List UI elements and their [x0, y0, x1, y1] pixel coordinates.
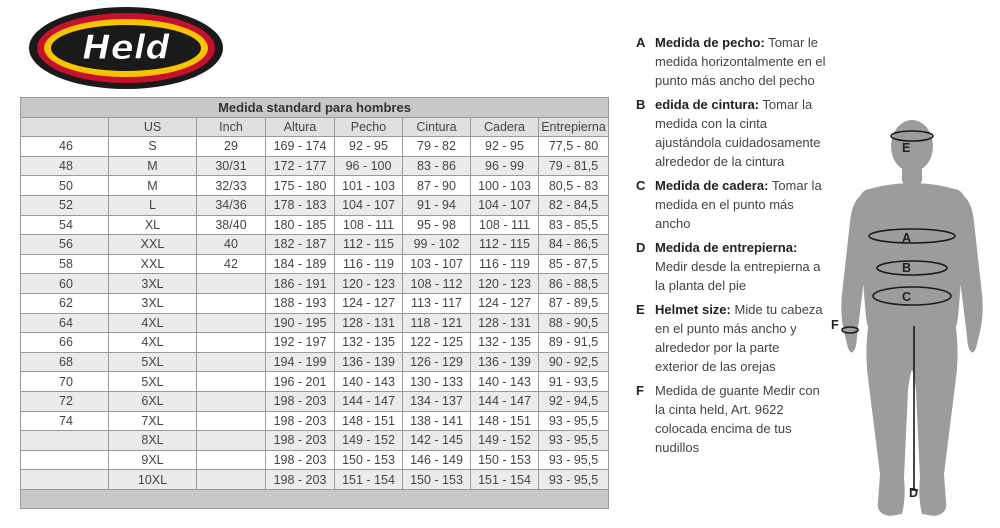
table-cell: 132 - 135	[471, 333, 539, 353]
table-cell: 83 - 85,5	[539, 215, 609, 235]
instruction-item	[636, 176, 826, 233]
table-cell: 62	[21, 293, 109, 313]
instruction-text: Tomar la medida con la cinta ajustándola cuidadosamente alrededor de la cintura	[655, 97, 821, 169]
instruction-body	[655, 238, 826, 295]
table-cell: 151 - 154	[335, 470, 403, 490]
table-title: Medida standard para hombres	[21, 98, 609, 118]
table-cell: 5XL	[109, 352, 197, 372]
table-cell: 198 - 203	[266, 431, 335, 451]
table-cell: 132 - 135	[335, 333, 403, 353]
instruction-text: Mide tu cabeza en el punto más ancho y alrededor por la parte exterior de las orejas	[655, 302, 823, 374]
table-cell: 124 - 127	[471, 293, 539, 313]
instruction-text: Tomar le medida horizontalmente en el punto más ancho del pecho	[655, 35, 826, 88]
table-cell: 40	[197, 235, 266, 255]
table-cell: 4XL	[109, 313, 197, 333]
table-cell: 140 - 143	[335, 372, 403, 392]
table-cell: 91 - 93,5	[539, 372, 609, 392]
table-row	[21, 137, 609, 157]
table-cell: 124 - 127	[335, 293, 403, 313]
table-cell	[197, 333, 266, 353]
table-cell: 100 - 103	[471, 176, 539, 196]
table-cell: M	[109, 176, 197, 196]
instruction-text: Medir desde la entrepierna a la planta del pie	[655, 259, 821, 293]
table-cell: 108 - 112	[403, 274, 471, 294]
table-row	[21, 254, 609, 274]
instruction-heading: Medida de pecho:	[655, 35, 765, 50]
instruction-item	[636, 95, 826, 171]
table-cell: 84 - 86,5	[539, 235, 609, 255]
table-cell: 113 - 117	[403, 293, 471, 313]
table-cell: 42	[197, 254, 266, 274]
table-cell: 92 - 95	[471, 137, 539, 157]
table-cell: 92 - 94,5	[539, 391, 609, 411]
table-cell: 101 - 103	[335, 176, 403, 196]
instruction-body	[655, 381, 826, 457]
table-cell	[197, 352, 266, 372]
table-cell: 8XL	[109, 431, 197, 451]
table-cell: 46	[21, 137, 109, 157]
column-header: Inch	[197, 117, 266, 137]
logo-text: Held	[82, 28, 170, 68]
table-cell: 130 - 133	[403, 372, 471, 392]
table-cell: 74	[21, 411, 109, 431]
table-cell: 103 - 107	[403, 254, 471, 274]
table-cell: 66	[21, 333, 109, 353]
table-cell: 116 - 119	[335, 254, 403, 274]
table-cell: 89 - 91,5	[539, 333, 609, 353]
table-cell: 90 - 92,5	[539, 352, 609, 372]
table-cell: 60	[21, 274, 109, 294]
table-cell: 3XL	[109, 274, 197, 294]
column-header: Cadera	[471, 117, 539, 137]
table-cell: 72	[21, 391, 109, 411]
table-cell: 128 - 131	[335, 313, 403, 333]
table-cell: 30/31	[197, 156, 266, 176]
table-cell: 96 - 100	[335, 156, 403, 176]
table-cell: 182 - 187	[266, 235, 335, 255]
table-cell	[197, 411, 266, 431]
table-row	[21, 411, 609, 431]
size-chart-table	[20, 97, 609, 509]
table-cell: 108 - 111	[335, 215, 403, 235]
table-cell: 136 - 139	[471, 352, 539, 372]
table-cell: 87 - 89,5	[539, 293, 609, 313]
table-cell: 50	[21, 176, 109, 196]
table-footer-row	[21, 489, 609, 508]
table-cell: 52	[21, 195, 109, 215]
table-cell: 86 - 88,5	[539, 274, 609, 294]
table-header-row	[21, 117, 609, 137]
table-row	[21, 195, 609, 215]
table-cell: XXL	[109, 235, 197, 255]
table-cell: 64	[21, 313, 109, 333]
instruction-letter: E	[636, 302, 645, 317]
table-cell: 184 - 189	[266, 254, 335, 274]
table-cell: 142 - 145	[403, 431, 471, 451]
table-cell	[197, 293, 266, 313]
table-cell: 116 - 119	[471, 254, 539, 274]
table-cell: 128 - 131	[471, 313, 539, 333]
table-cell: 104 - 107	[335, 195, 403, 215]
table-cell: 85 - 87,5	[539, 254, 609, 274]
table-cell: 70	[21, 372, 109, 392]
table-cell: 68	[21, 352, 109, 372]
table-cell: 126 - 129	[403, 352, 471, 372]
table-cell: 146 - 149	[403, 450, 471, 470]
instruction-text: Medida de guante Medir con la cinta held, Art. 9622 colocada encima de tus nudillos	[655, 383, 820, 455]
instruction-heading: Helmet size:	[655, 302, 731, 317]
instruction-letter: B	[636, 97, 646, 112]
table-row	[21, 156, 609, 176]
table-cell: 148 - 151	[335, 411, 403, 431]
measurement-instructions	[636, 33, 826, 462]
table-cell	[21, 450, 109, 470]
table-cell: 175 - 180	[266, 176, 335, 196]
table-cell: 4XL	[109, 333, 197, 353]
figure-label-e: E	[902, 141, 911, 155]
table-cell: 104 - 107	[471, 195, 539, 215]
table-row	[21, 274, 609, 294]
column-header: Pecho	[335, 117, 403, 137]
table-row	[21, 470, 609, 490]
instruction-letter: F	[636, 383, 644, 398]
table-cell: 92 - 95	[335, 137, 403, 157]
instruction-body	[655, 33, 826, 90]
table-cell: 149 - 152	[335, 431, 403, 451]
table-cell: 5XL	[109, 372, 197, 392]
table-cell: 34/36	[197, 195, 266, 215]
column-header: Altura	[266, 117, 335, 137]
table-cell	[21, 470, 109, 490]
table-cell: 29	[197, 137, 266, 157]
instruction-body	[655, 176, 826, 233]
figure-label-d: D	[909, 486, 919, 500]
table-cell: 122 - 125	[403, 333, 471, 353]
instruction-body	[655, 95, 826, 171]
table-cell	[197, 391, 266, 411]
table-cell: 148 - 151	[471, 411, 539, 431]
table-cell: 82 - 84,5	[539, 195, 609, 215]
table-cell: 118 - 121	[403, 313, 471, 333]
table-row	[21, 215, 609, 235]
instruction-letter: A	[636, 35, 646, 50]
table-cell: 180 - 185	[266, 215, 335, 235]
table-cell: 99 - 102	[403, 235, 471, 255]
table-row	[21, 235, 609, 255]
table-cell: 198 - 203	[266, 470, 335, 490]
table-cell: 120 - 123	[335, 274, 403, 294]
table-cell: 178 - 183	[266, 195, 335, 215]
table-cell	[197, 431, 266, 451]
table-cell: 108 - 111	[471, 215, 539, 235]
table-cell	[197, 450, 266, 470]
table-cell	[197, 372, 266, 392]
table-cell: 144 - 147	[335, 391, 403, 411]
table-cell: 196 - 201	[266, 372, 335, 392]
instruction-item	[636, 33, 826, 90]
body-silhouette	[841, 120, 982, 516]
body-figure	[826, 118, 996, 522]
table-cell: 190 - 195	[266, 313, 335, 333]
table-cell: 140 - 143	[471, 372, 539, 392]
table-cell: 192 - 197	[266, 333, 335, 353]
table-cell	[197, 470, 266, 490]
table-cell: 134 - 137	[403, 391, 471, 411]
table-cell: 54	[21, 215, 109, 235]
table-row	[21, 313, 609, 333]
table-cell: 10XL	[109, 470, 197, 490]
table-cell: 93 - 95,5	[539, 411, 609, 431]
table-cell: 93 - 95,5	[539, 450, 609, 470]
table-cell: 198 - 203	[266, 391, 335, 411]
figure-label-c: C	[902, 290, 912, 304]
table-row	[21, 391, 609, 411]
table-cell: 7XL	[109, 411, 197, 431]
table-row	[21, 352, 609, 372]
table-cell: 186 - 191	[266, 274, 335, 294]
table-cell: 88 - 90,5	[539, 313, 609, 333]
instruction-heading: Medida de cadera:	[655, 178, 769, 193]
table-body	[21, 137, 609, 490]
instruction-text: Tomar la medida en el punto más ancho	[655, 178, 822, 231]
table-row	[21, 176, 609, 196]
instruction-letter: C	[636, 178, 646, 193]
column-header: Cintura	[403, 117, 471, 137]
instruction-heading: edida de cintura:	[655, 97, 760, 112]
table-cell: 83 - 86	[403, 156, 471, 176]
table-cell: L	[109, 195, 197, 215]
table-cell: 80,5 - 83	[539, 176, 609, 196]
table-cell: 150 - 153	[403, 470, 471, 490]
figure-label-f: F	[831, 318, 839, 332]
table-cell: 6XL	[109, 391, 197, 411]
table-cell: 95 - 98	[403, 215, 471, 235]
table-cell: 144 - 147	[471, 391, 539, 411]
column-header	[21, 117, 109, 137]
table-footer	[21, 489, 609, 508]
table-cell: 96 - 99	[471, 156, 539, 176]
table-row	[21, 293, 609, 313]
table-cell: 150 - 153	[471, 450, 539, 470]
table-cell: 136 - 139	[335, 352, 403, 372]
instruction-letter: D	[636, 240, 646, 255]
table-cell: 79 - 82	[403, 137, 471, 157]
table-cell: 87 - 90	[403, 176, 471, 196]
instruction-item	[636, 300, 826, 376]
figure-label-b: B	[902, 261, 912, 275]
table-cell: 58	[21, 254, 109, 274]
table-cell: 9XL	[109, 450, 197, 470]
table-cell: 93 - 95,5	[539, 470, 609, 490]
table-cell: 149 - 152	[471, 431, 539, 451]
table-cell: 198 - 203	[266, 450, 335, 470]
table-cell: 112 - 115	[471, 235, 539, 255]
table-row	[21, 333, 609, 353]
table-cell: 172 - 177	[266, 156, 335, 176]
table-cell: 38/40	[197, 215, 266, 235]
held-logo	[28, 6, 224, 90]
table-cell: 93 - 95,5	[539, 431, 609, 451]
table-cell: XL	[109, 215, 197, 235]
table-cell: 48	[21, 156, 109, 176]
table-cell: 91 - 94	[403, 195, 471, 215]
table-cell: 56	[21, 235, 109, 255]
column-header: US	[109, 117, 197, 137]
table-cell: M	[109, 156, 197, 176]
table-cell: 79 - 81,5	[539, 156, 609, 176]
instruction-item	[636, 238, 826, 295]
table-cell: 32/33	[197, 176, 266, 196]
table-cell: XXL	[109, 254, 197, 274]
table-cell: 188 - 193	[266, 293, 335, 313]
table-cell: 151 - 154	[471, 470, 539, 490]
figure-label-a: A	[902, 231, 912, 245]
instruction-heading: Medida de entrepierna:	[655, 240, 798, 255]
table-cell	[21, 431, 109, 451]
table-cell: 3XL	[109, 293, 197, 313]
table-cell: S	[109, 137, 197, 157]
instruction-item	[636, 381, 826, 457]
table-cell: 169 - 174	[266, 137, 335, 157]
table-cell: 120 - 123	[471, 274, 539, 294]
table-cell: 198 - 203	[266, 411, 335, 431]
table-cell: 194 - 199	[266, 352, 335, 372]
table-row	[21, 431, 609, 451]
table-cell	[197, 313, 266, 333]
table-cell	[197, 274, 266, 294]
table-cell: 112 - 115	[335, 235, 403, 255]
column-header: Entrepierna	[539, 117, 609, 137]
table-row	[21, 372, 609, 392]
table-cell: 138 - 141	[403, 411, 471, 431]
table-row	[21, 450, 609, 470]
table-cell: 150 - 153	[335, 450, 403, 470]
instruction-body	[655, 300, 826, 376]
table-cell: 77,5 - 80	[539, 137, 609, 157]
